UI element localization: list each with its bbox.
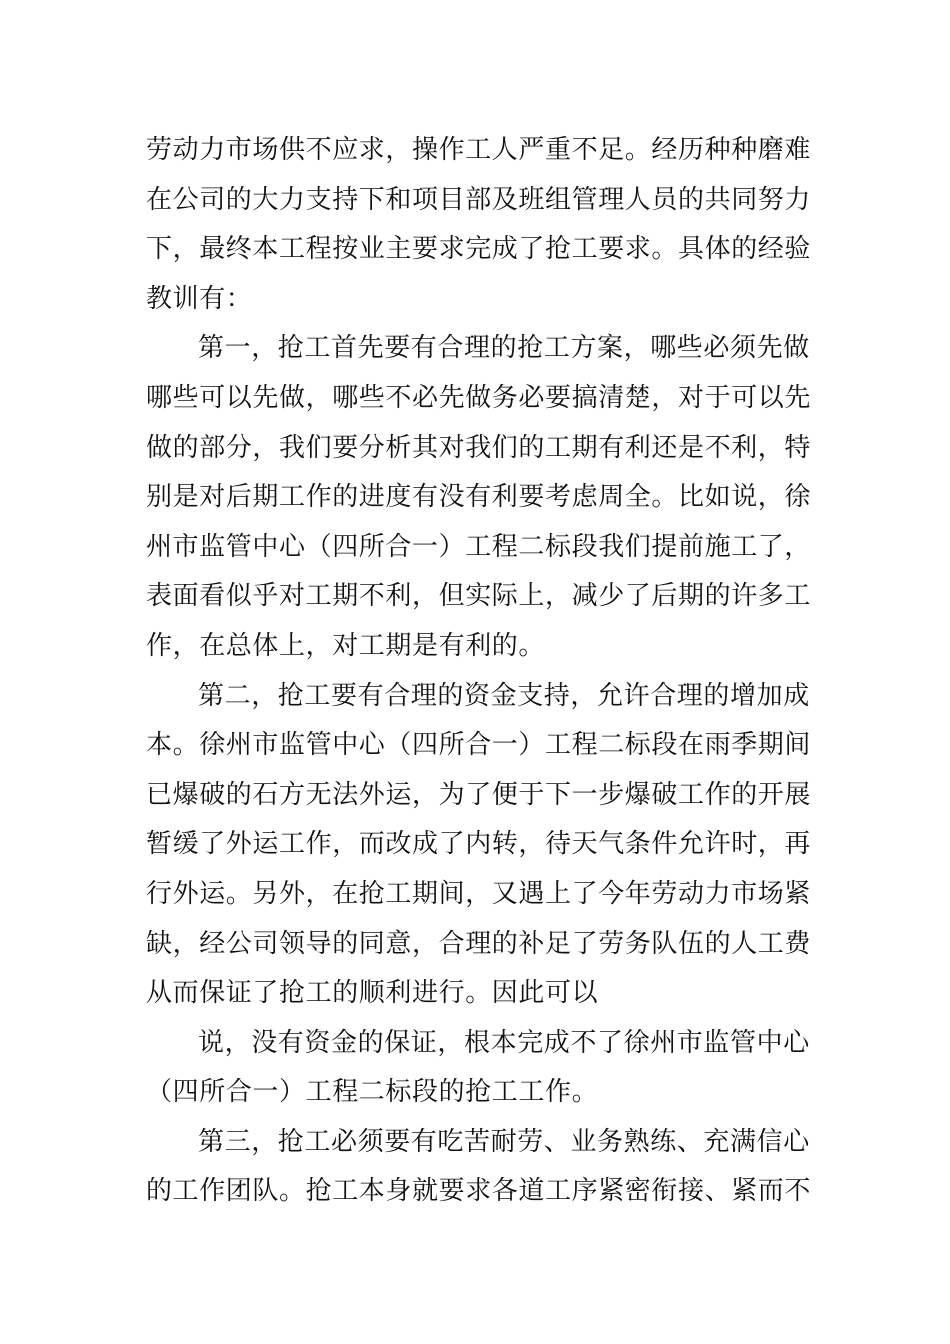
text-line: 作，在总体上，对工期是有利的。 (146, 630, 546, 661)
text-line: 表面看似乎对工期不利，但实际上，减少了后期的许多工 (146, 581, 812, 612)
text-line: 的工作团队。抢工本身就要求各道工序紧密衔接、紧而不 (146, 1176, 812, 1207)
text-line: 说，没有资金的保证，根本完成不了徐州市监管中心 (198, 1027, 810, 1058)
text-line: 本。徐州市监管中心（四所合一）工程二标段在雨季期间 (146, 730, 812, 761)
text-line: 暂缓了外运工作，而改成了内转，待天气条件允许时，再 (146, 829, 812, 860)
text-line: 第三，抢工必须要有吃苦耐劳、业务熟练、充满信心 (198, 1126, 810, 1157)
text-line: 从而保证了抢工的顺利进行。因此可以 (146, 978, 599, 1009)
text-line: 别是对后期工作的进度有没有利要考虑周全。比如说，徐 (146, 482, 812, 513)
text-line: 在公司的大力支持下和项目部及班组管理人员的共同努力 (146, 184, 812, 215)
text-line: （四所合一）工程二标段的抢工工作。 (146, 1077, 599, 1108)
text-line: 第二，抢工要有合理的资金支持，允许合理的增加成 (198, 680, 810, 711)
text-line: 已爆破的石方无法外运，为了便于下一步爆破工作的开展 (146, 779, 812, 810)
text-line: 行外运。另外，在抢工期间，又遇上了今年劳动力市场紧 (146, 878, 812, 909)
text-line: 州市监管中心（四所合一）工程二标段我们提前施工了， (146, 531, 812, 562)
text-line: 下，最终本工程按业主要求完成了抢工要求。具体的经验 (146, 234, 812, 265)
text-line: 教训有： (146, 283, 253, 314)
text-line: 劳动力市场供不应求，操作工人严重不足。经历种种磨难 (146, 135, 812, 165)
body-text (146, 126, 812, 1217)
text-line: 第一，抢工首先要有合理的抢工方案，哪些必须先做 (198, 333, 810, 364)
text-line: 哪些可以先做，哪些不必先做务必要搞清楚，对于可以先 (146, 382, 812, 413)
text-line: 缺，经公司领导的同意，合理的补足了劳务队伍的人工费 (146, 928, 812, 959)
text-line: 做的部分，我们要分析其对我们的工期有利还是不利，特 (146, 432, 812, 463)
